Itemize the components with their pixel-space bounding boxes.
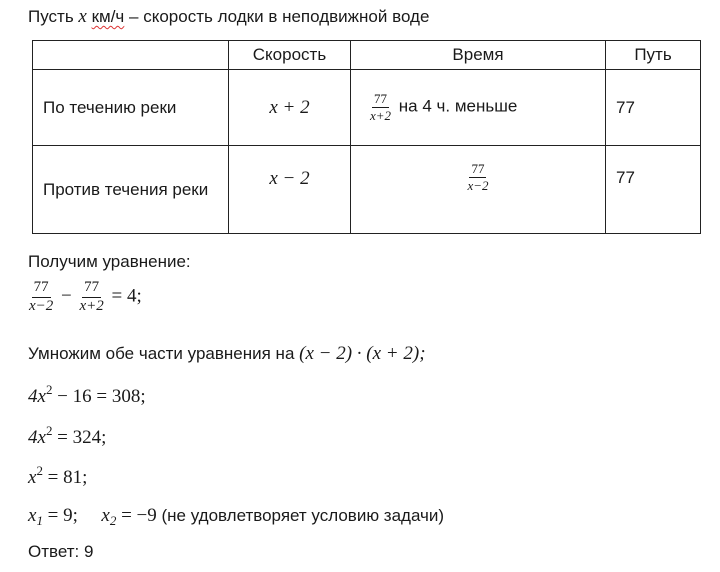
variable-x: x	[78, 6, 87, 27]
table-row	[33, 70, 701, 146]
root-2-var: x	[101, 505, 110, 526]
intro-rest: – скорость лодки в неподвижной воде	[129, 7, 430, 26]
minus-sign: −	[61, 285, 72, 307]
multiply-text: Умножим обе части уравнения на	[28, 344, 295, 363]
unit-kmh: км/ч	[91, 7, 125, 26]
root-1-sub: 1	[36, 513, 43, 528]
header-time: Время	[351, 41, 606, 70]
row-label-upstream-text: Против течения реки	[43, 179, 209, 199]
speed-upstream: x − 2	[229, 146, 351, 234]
fraction-numerator: 77	[32, 280, 51, 298]
equation-intro: Получим уравнение:	[28, 252, 191, 271]
time-downstream	[351, 70, 606, 146]
equation-1	[26, 280, 142, 315]
fraction-denominator: x−2	[29, 297, 54, 314]
eq2-exp: 2	[45, 382, 53, 397]
header-speed: Скорость	[229, 41, 351, 70]
roots-line	[28, 505, 444, 529]
root-2-sub: 2	[109, 513, 117, 528]
root-2-note: (не удовлетворяет условию задачи)	[161, 506, 445, 525]
equation-4	[28, 463, 87, 489]
fraction-denominator: x+2	[79, 297, 104, 314]
root-1-var: x	[28, 505, 37, 526]
root-1-val: = 9;	[47, 505, 78, 526]
equation-2	[28, 382, 146, 408]
table-row	[33, 146, 701, 234]
fraction-2	[79, 280, 103, 315]
fraction-denominator: x−2	[467, 177, 489, 193]
distance-downstream: 77	[606, 70, 701, 146]
header-empty	[33, 41, 229, 70]
time-upstream	[351, 146, 606, 234]
row-label-downstream: По течению реки	[33, 70, 229, 146]
distance-upstream: 77	[606, 146, 701, 234]
answer: Ответ: 9	[28, 542, 94, 561]
eq3-rest: = 324;	[57, 427, 107, 448]
intro-line	[28, 6, 429, 28]
eq2-lhs: 4x	[28, 386, 46, 407]
fraction-numerator: 77	[471, 161, 485, 176]
fraction-numerator: 77	[374, 91, 388, 107]
row-label-upstream	[33, 146, 229, 234]
time-fraction-downstream	[370, 92, 391, 122]
eq4-rest: = 81;	[47, 467, 88, 488]
header-distance: Путь	[606, 41, 701, 70]
time-fraction-upstream	[467, 162, 488, 192]
eq4-lhs: x	[28, 467, 37, 488]
multiply-expr: (x − 2) · (x + 2);	[299, 343, 426, 364]
fraction-1	[29, 280, 53, 315]
fraction-denominator: x+2	[370, 108, 392, 123]
equation-3	[28, 423, 106, 449]
eq2-rest: − 16 = 308;	[57, 386, 146, 407]
eq3-exp: 2	[45, 423, 53, 438]
fraction-numerator: 77	[82, 280, 101, 298]
speed-downstream: x + 2	[229, 70, 351, 146]
multiply-line	[28, 343, 426, 365]
root-2-val: = −9	[121, 505, 157, 526]
eq3-lhs: 4x	[28, 427, 46, 448]
table-header-row	[33, 41, 701, 70]
equation-1-rhs: = 4;	[111, 285, 142, 307]
intro-prefix: Пусть	[28, 7, 74, 26]
motion-table	[32, 40, 701, 234]
eq4-exp: 2	[36, 463, 43, 478]
time-note: на 4 ч. меньше	[398, 96, 518, 116]
